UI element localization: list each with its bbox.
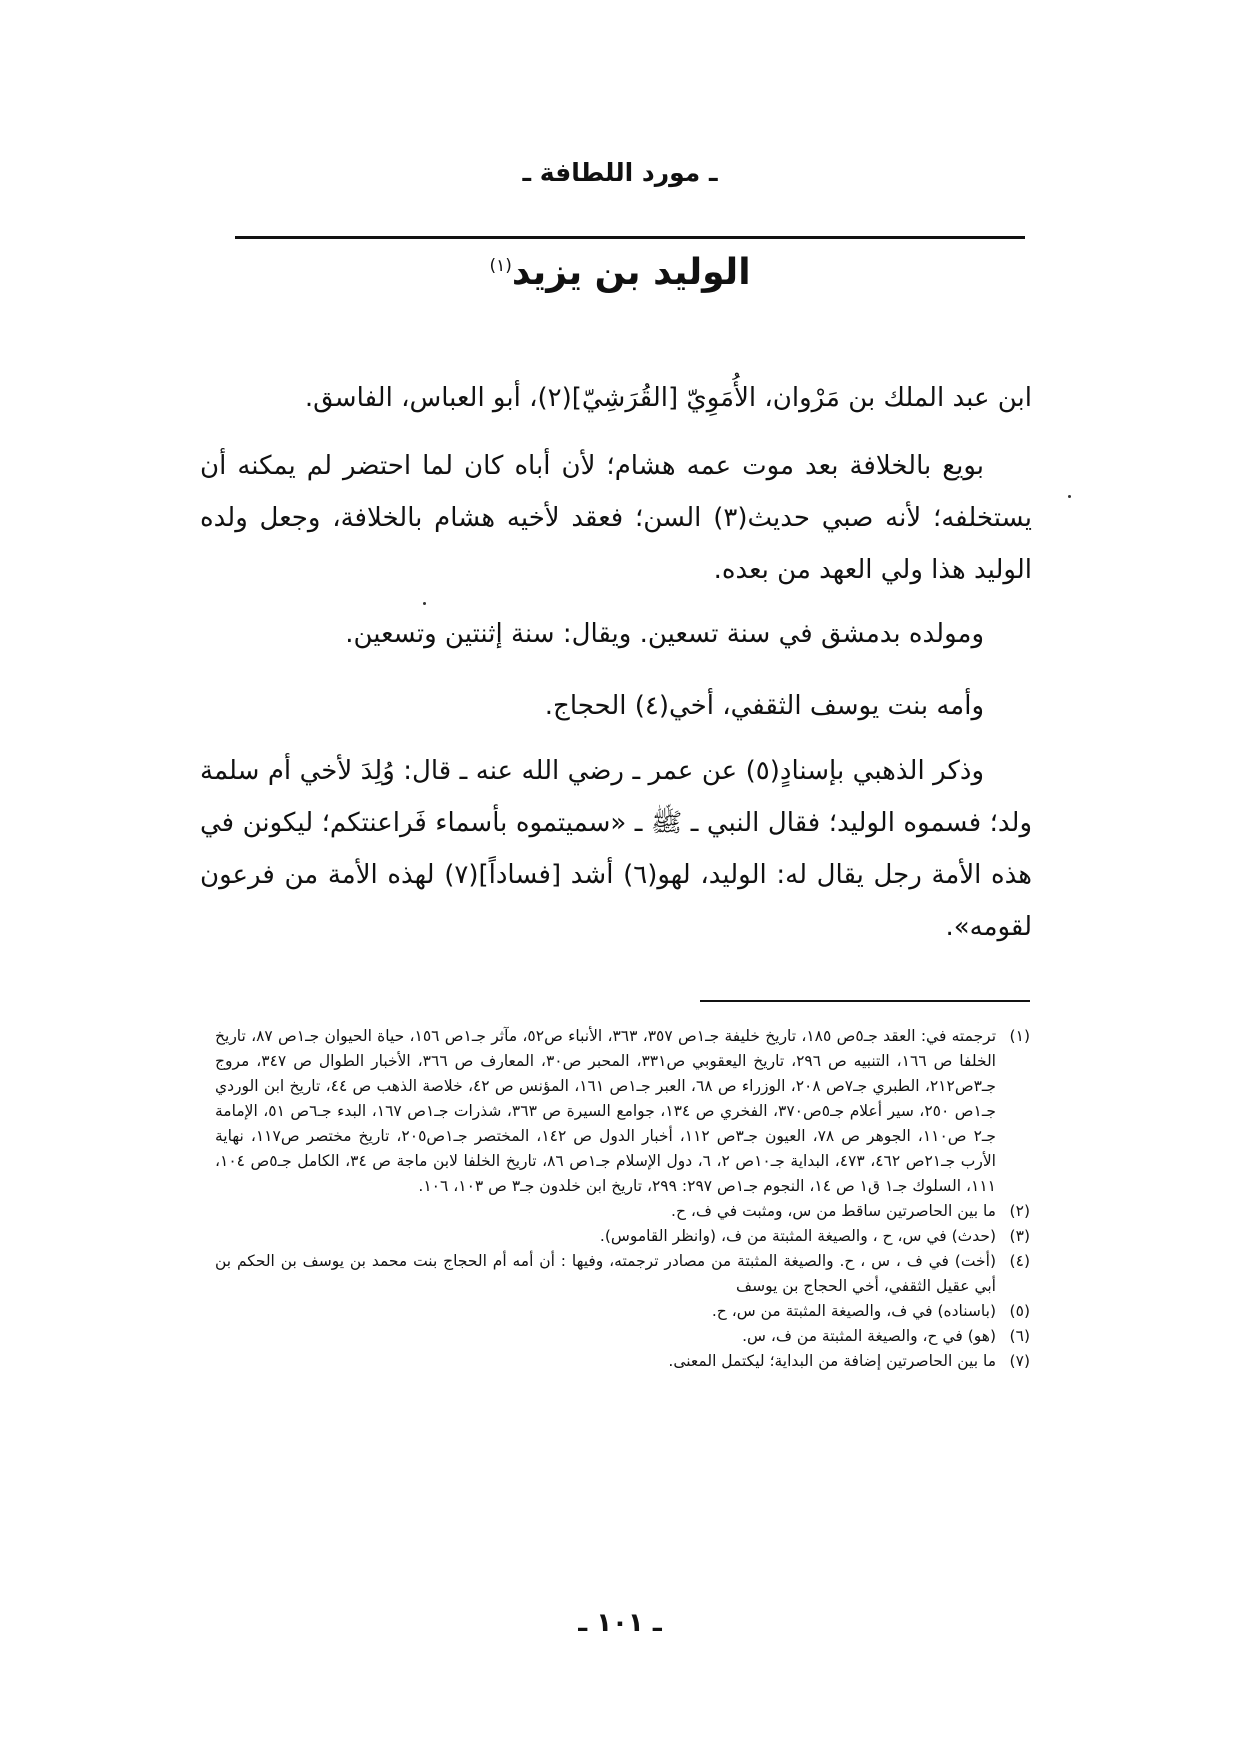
footnote-number: (٦) [1009,1327,1030,1345]
paragraph-hadith: وذكر الذهبي بإسنادٍ(٥) عن عمر ـ رضي الله عنه ـ قال: وُلِدَ لأخي أم سلمة ولد؛ فسموه الوليد؛ فقال النبي ـ ﷺ ـ «سميتموه بأسماء فَراعنتكم؛ ليكونن في هذه الأمة رجل يقال له: الوليد، لهو(٦) أشد [فساداً](٧) لهذه الأمة من فرعون لقومه». [200,756,1033,942]
footnote-text: (هو) في ح، والصيغة المثبتة من ف، س. [742,1327,996,1345]
footnote-text: (أخت) في ف ، س ، ح. والصيغة المثبتة من مصادر ترجمته، وفيها : أن أمه أم الحجاج بنت محمد بن يوسف بن الحكم بن أبي عقيل الثقفي، أخي الحجاج بن يوسف [215,1252,996,1295]
footnotes [215,1024,1030,1374]
footnote-number: (٣) [1009,1227,1030,1245]
footnote-7 [215,1349,1030,1374]
footnote-4 [215,1249,1030,1299]
header-rule [235,236,1025,239]
footnote-number: (٢) [1009,1202,1030,1220]
scan-speck [423,602,426,605]
footnote-text: ما بين الحاصرتين ساقط من س، ومثبت في ف، ح. [671,1202,996,1220]
paragraph-succession: بويع بالخلافة بعد موت عمه هشام؛ لأن أباه كان لما احتضر لم يمكنه أن يستخلفه؛ لأنه صبي حديث(٣) السن؛ فعقد لأخيه هشام بالخلافة، وجعل ولده الوليد هذا ولي العهد من بعده. [200,451,1032,585]
footnote-6 [215,1324,1030,1349]
paragraph-mother: وأمه بنت يوسف الثقفي، أخي(٤) الحجاج. [544,691,984,721]
footnote-2 [215,1199,1030,1224]
footnote-number: (٧) [1009,1352,1030,1370]
footnote-3 [215,1224,1030,1249]
footnote-5 [215,1299,1030,1324]
footnote-text: ما بين الحاصرتين إضافة من البداية؛ ليكتمل المعنى. [668,1352,996,1370]
scan-speck [1068,495,1071,498]
chapter-title [0,252,1240,293]
chapter-title-text: الوليد بن يزيد [511,252,751,293]
footnote-1 [215,1024,1030,1199]
page-number: ـ ١٠١ ـ [578,1608,662,1638]
footnote-text: (حدث) في س، ح ، والصيغة المثبتة من ف، (وانظر القاموس). [599,1227,996,1245]
paragraph-birth: ومولده بدمشق في سنة تسعين. ويقال: سنة إثنتين وتسعين. [345,619,984,649]
footnote-rule [700,1000,1030,1002]
footnote-number: (١) [1009,1027,1030,1045]
footnote-number: (٥) [1009,1302,1030,1320]
footnote-text: (باسناده) في ف، والصيغة المثبتة من س، ح. [711,1302,996,1320]
paragraph-lineage: ابن عبد الملك بن مَرْوان، الأُمَوِيّ [القُرَشِيّ](٢)، أبو العباس، الفاسق. [304,383,1032,413]
running-head: ـ مورد اللطافة ـ [522,158,718,187]
title-note-ref: (١) [489,256,512,276]
footnote-text: ترجمته في: العقد جـ٥ص ١٨٥، تاريخ خليفة جـ١ص ٣٥٧، ٣٦٣، الأنباء ص٥٢، مآثر جـ١ص ١٥٦، حياة الحيوان جـ١ص ٨٧، تاريخ الخلفا ص ١٦٦، التنبيه ص ٢٩٦، تاريخ اليعقوبي ص٣٣١، المحبر ص٣٠، المعارف ص ٣٦٦، الأخبار الطوال ص ٣٤٧، مروج جـ٣ص٢١٢، الطبري جـ٧ص ٢٠٨، الوزراء ص ٦٨، العبر جـ١ص ١٦١، المؤنس ص ٤٢، خلاصة الذهب ص ٤٤، تاريخ ابن الوردي جـ١ص ٢٥٠، سير أعلام جـ٥ص٣٧٠، الفخري ص ١٣٤، جوامع السيرة ص ٣٦٣، شذرات جـ١ص ١٦٧، البدء جـ٦ص ٥١، الإمامة جـ٢ ص١١٠، الجوهر ص ٧٨، العيون جـ٣ص ١١٢، أخبار الدول ص ١٤٢، المختصر جـ١ص٢٠٥، تاريخ مختصر ص١١٧، نهاية الأرب جـ٢١ص ٤٦٢، ٤٧٣، البداية جـ١٠ص ٢، ٦، دول الإسلام جـ١ص ٨٦، تاريخ الخلفا لابن ماجة ص ٣٤، الكامل جـ٥ص ١٠٤، ١١١، السلوك جـ١ ق١ ص ١٤، النجوم جـ١ص ٢٩٧: ٢٩٩، تاريخ ابن خلدون جـ٣ ص ١٠٣، ١٠٦. [215,1027,997,1195]
footnote-number: (٤) [1009,1252,1030,1270]
